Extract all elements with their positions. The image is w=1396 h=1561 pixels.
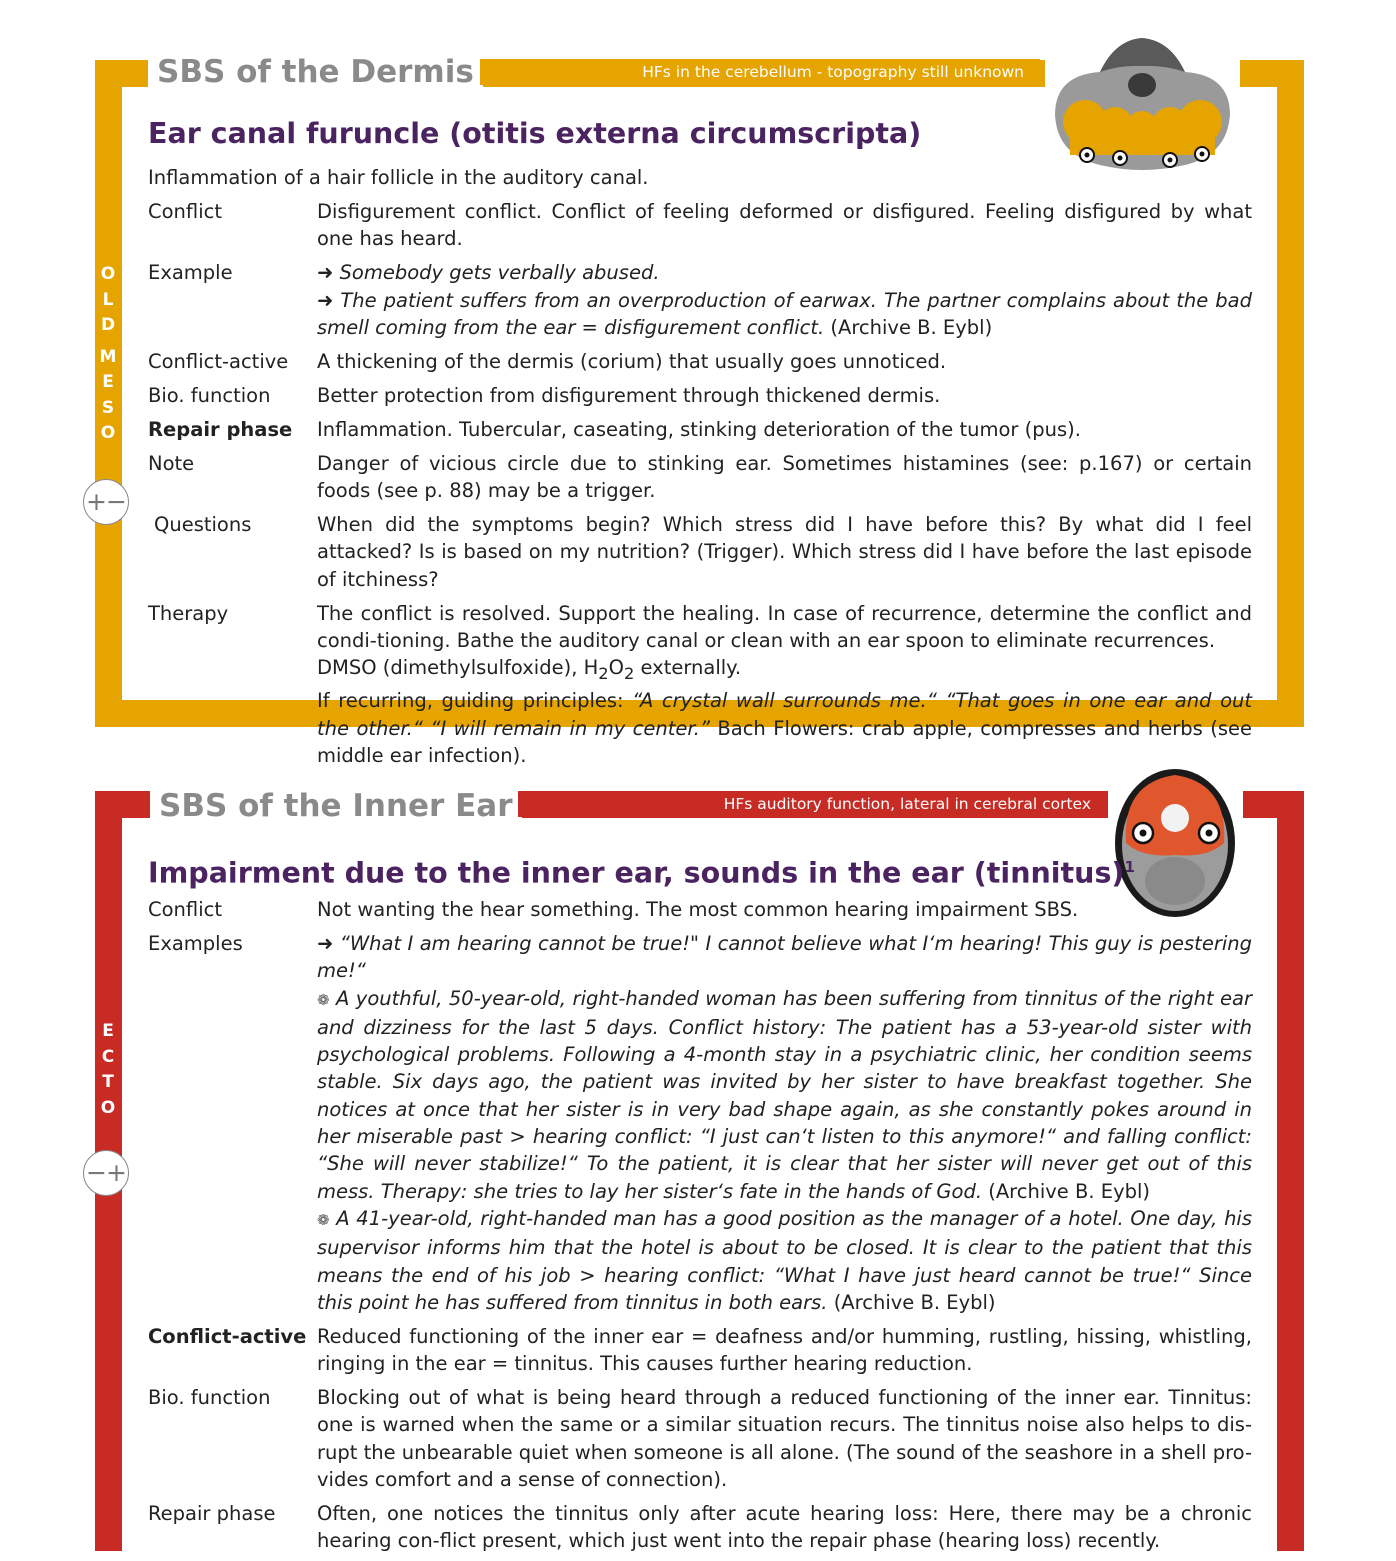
furuncle-table <box>148 198 1252 776</box>
row-conflict <box>148 896 1252 923</box>
cerebellum-scan-image <box>1045 30 1240 180</box>
value: Reduced functioning of the inner ear = deafness and/or humming, rustling, hissing, whistling, ringing in the ear = tinnitus. This causes further hearing reduction. <box>317 1324 1252 1376</box>
value: Better protection from disfigurement through thickened dermis. <box>317 383 941 407</box>
example-text: Somebody gets verbally abused. <box>339 261 660 285</box>
old-meso-side-label: O L D M E S O <box>99 264 117 443</box>
row-example <box>148 259 1252 341</box>
row-note <box>148 450 1252 505</box>
row-therapy <box>148 600 1252 770</box>
row-examples <box>148 930 1252 1316</box>
label: Conflict-active <box>148 1324 307 1348</box>
ecto-side-label: E C T O <box>100 1021 116 1118</box>
furuncle-intro: Inflammation of a hair follicle in the auditory canal. <box>148 166 649 189</box>
source: (Archive B. Eybl) <box>988 1179 1151 1203</box>
flower-icon: ❁ <box>317 990 330 1009</box>
example-text: A youthful, 50-year-old, right-handed woman has been suffering from tinnitus of the right ear and dizziness for the last 5 days. Conflict history: The patient has a 53-year-old sister with psychological problems. Following a 4-month stay in a psychiatric clinic, her condition seems stable. Six days ago, the patient was invited by her sister to have breakfast together. She notices at once that her sister is in very bad shape again, as she constantly pokes around in her miserable past > hearing conflict: “I just can‘t listen to this anymore!“ and falling conflict: “She will never stabilize!“ To the patient, it is clear that her sister will never get out of this mess. Therapy: she tries to lay her sister‘s fate in the hands of God. <box>317 986 1252 1203</box>
arrow-icon: ➜ <box>317 931 334 955</box>
label: Repair phase <box>148 417 293 441</box>
value: A thickening of the dermis (corium) that usually goes unnoticed. <box>317 349 947 373</box>
value: Inflammation. Tubercular, caseating, stinking deterioration of the tumor (pus). <box>317 417 1081 441</box>
flower-icon: ❁ <box>317 1210 330 1229</box>
example-text: A 41-year-old, right-handed man has a good position as the manager of a hotel. One day, his supervisor informs him that the hotel is about to be closed. It is clear to the patient that this means the end of his job > hearing conflict: “What I have just heard cannot be true!“ Since this point he has suffered from tinnitus in both ears. <box>317 1206 1253 1314</box>
label: Conflict-active <box>148 349 289 373</box>
value: The conflict is resolved. Support the healing. In case of recurrence, determine the conflict and condi-tioning. Bathe the auditory canal or clean with an ear spoon to eliminate recurrences. DMSO (dimethylsulfoxide), $H_2O_2$ externally. If recurring, guiding principles: “A crystal wall surrounds me.“ “That goes in one ear and out the other.“ “I will remain in my center.” Bach Flowers: crab apple, compresses and herbs (see middle ear infection). <box>317 601 1253 768</box>
row-repair-phase <box>148 416 1252 443</box>
source: (Archive B. Eybl) <box>830 315 993 339</box>
tinnitus-table <box>148 896 1252 1561</box>
label: Note <box>148 451 195 475</box>
minus-plus-icon: −+ <box>83 1150 129 1196</box>
label: Bio. function <box>148 1386 271 1410</box>
arrow-icon: ➜ <box>317 288 334 312</box>
row-bio-function <box>148 1384 1252 1493</box>
label: Repair phase <box>148 1501 276 1525</box>
row-conflict-active <box>148 348 1252 375</box>
inner-ear-hf-label: HFs auditory function, lateral in cerebral cortex <box>518 791 1107 817</box>
dermis-hf-label: HFs in the cerebellum - topography still unknown <box>480 59 1040 85</box>
value <box>317 930 1252 1316</box>
value <box>317 259 1252 341</box>
row-conflict-active <box>148 1323 1252 1378</box>
label: Example <box>148 261 233 285</box>
furuncle-heading: Ear canal furuncle (otitis externa circumscripta) <box>148 117 922 150</box>
inner-ear-sbs-title: SBS of the Inner Ear <box>150 786 522 826</box>
label: Questions <box>154 513 252 537</box>
label: Therapy <box>148 601 229 625</box>
value: Danger of vicious circle due to stinking ear. Sometimes histamines (see: p.167) or certain foods (see p. 88) may be a trigger. <box>317 451 1252 503</box>
value: Blocking out of what is being heard through a reduced functioning of the inner ear. Tinnitus: one is warned when the same or a similar situation recurs. The tinnitus noise also helps to dis-rupt the unbearable quiet when someone is all alone. (The sound of the seashore in a shell pro-vides comfort and a sense of connection). <box>317 1386 1252 1491</box>
arrow-icon: ➜ <box>317 261 334 285</box>
source: (Archive B. Eybl) <box>833 1290 996 1314</box>
label: Bio. function <box>148 383 271 407</box>
label: Conflict <box>148 200 222 223</box>
label: Conflict <box>148 898 222 921</box>
plus-minus-icon: +− <box>83 479 129 525</box>
row-repair-phase <box>148 1500 1252 1555</box>
value: Not wanting the hear something. The most common hearing impairment SBS. <box>317 898 1079 921</box>
example-text: The patient suffers from an overproduction of earwax. The partner complains about the bad smell coming from the ear = disfigurement conflict. <box>317 288 1252 339</box>
label: Examples <box>148 931 243 955</box>
row-bio-function <box>148 382 1252 409</box>
value: When did the symptoms begin? Which stress did I have before this? By what did I feel attacked? Is is based on my nutrition? (Trigger). Which stress did I have before the last episode of itchiness? <box>317 513 1252 591</box>
row-conflict <box>148 198 1252 253</box>
example-text: “What I am hearing cannot be true!" I cannot believe what I‘m hearing! This guy is pestering me!“ <box>317 931 1252 983</box>
dermis-sbs-title: SBS of the Dermis <box>148 52 483 92</box>
value: Disfigurement conflict. Conflict of feeling deformed or disfigured. Feeling disfigured by what one has heard. <box>317 200 1252 251</box>
row-questions <box>148 511 1252 593</box>
value: Often, one notices the tinnitus only after acute hearing loss: Here, there may be a chronic hearing con-flict present, which just went into the repair phase (hearing loss) recently. <box>317 1501 1252 1553</box>
tinnitus-heading: Impairment due to the inner ear, sounds in the ear (tinnitus)$^1$ <box>148 856 1135 890</box>
